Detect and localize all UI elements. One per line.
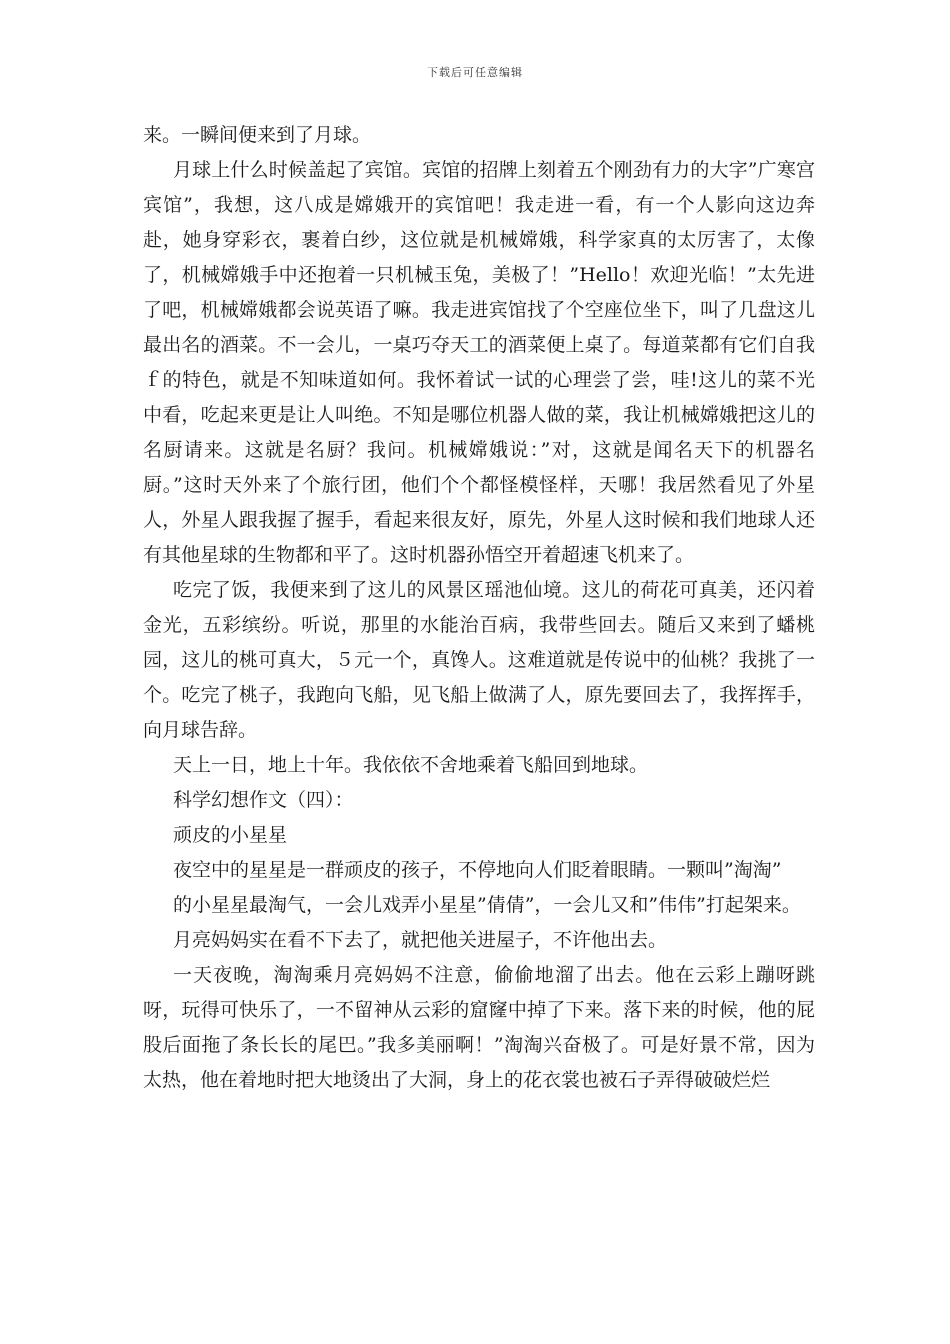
paragraph-escape: 一天夜晚，淘淘乘月亮妈妈不注意，偷偷地溜了出去。他在云彩上蹦呀跳呀，玩得可快乐了，一不留神从云彩的窟窿中掉了下来。落下来的时候，他的屁股后面拖了条长长的尾巴。”我多美丽啊！”淘淘兴奋极了。可是好景不常，因为太热，他在着地时把大地烫出了大洞，身上的花衣裳也被石子弄得破破烂烂 — [143, 964, 815, 1091]
paragraph-return: 天上一日，地上十年。我依依不舍地乘着飞船回到地球。 — [173, 754, 649, 776]
essay-subtitle: 科学幻想作文（四）： — [173, 789, 354, 811]
document-body — [143, 118, 815, 1098]
essay-title: 顽皮的小星星 — [173, 824, 288, 846]
paragraph-moon-mother: 月亮妈妈实在看不下去了，就把他关进屋子，不许他出去。 — [173, 929, 668, 951]
paragraph-hotel: 月球上什么时候盖起了宾馆。宾馆的招牌上刻着五个刚劲有力的大字”广寒宫宾馆”，我想，这八成是嫦娥开的宾馆吧！我走进一看，有一个人影向这边奔赴，她身穿彩衣，裹着白纱，这位就是机械嫦娥，科学家真的太厉害了，太像了，机械嫦娥手中还抱着一只机械玉兔，美极了！”Hello！欢迎光临！”太先进了吧，机械嫦娥都会说英语了嘛。我走进宾馆找了个空座位坐下，叫了几盘这儿最出名的酒菜。不一会儿，一桌巧夺天工的酒菜便上桌了。每道菜都有它们自我ｆ的特色，就是不知味道如何。我怀着试一试的心理尝了尝，哇!这儿的菜不光中看，吃起来更是让人叫绝。不知是哪位机器人做的菜，我让机械嫦娥把这儿的名厨请来。这就是名厨？我问。机械嫦娥说：”对，这就是闻名天下的机器名厨。”这时天外来了个旅行团，他们个个都怪模怪样，天哪！我居然看见了外星人，外星人跟我握了握手，看起来很友好，原先，外星人这时候和我们地球人还有其他星球的生物都和平了。这时机器孙悟空开着超速飞机来了。 — [143, 159, 815, 566]
paragraph-scenic-area: 吃完了饭，我便来到了这儿的风景区瑶池仙境。这儿的荷花可真美，还闪着金光，五彩缤纷。听说，那里的水能治百病，我带些回去。随后又来到了蟠桃园，这儿的桃可真大，５元一个，真馋人。这难道就是传说中的仙桃？我挑了一个。吃完了桃子，我跑向飞船，见飞船上做满了人，原先要回去了，我挥挥手，向月球告辞。 — [143, 579, 815, 741]
page-header: 下载后可任意编辑 — [427, 66, 523, 79]
paragraph-continuation: 来。一瞬间便来到了月球。 — [143, 124, 372, 146]
paragraph-naughty-star: 的小星星最淘气，一会儿戏弄小星星”倩倩”，一会儿又和”伟伟”打起架来。 — [173, 894, 801, 916]
paragraph-night-sky: 夜空中的星星是一群顽皮的孩子，不停地向人们眨着眼睛。一颗叫”淘淘” — [173, 859, 782, 881]
